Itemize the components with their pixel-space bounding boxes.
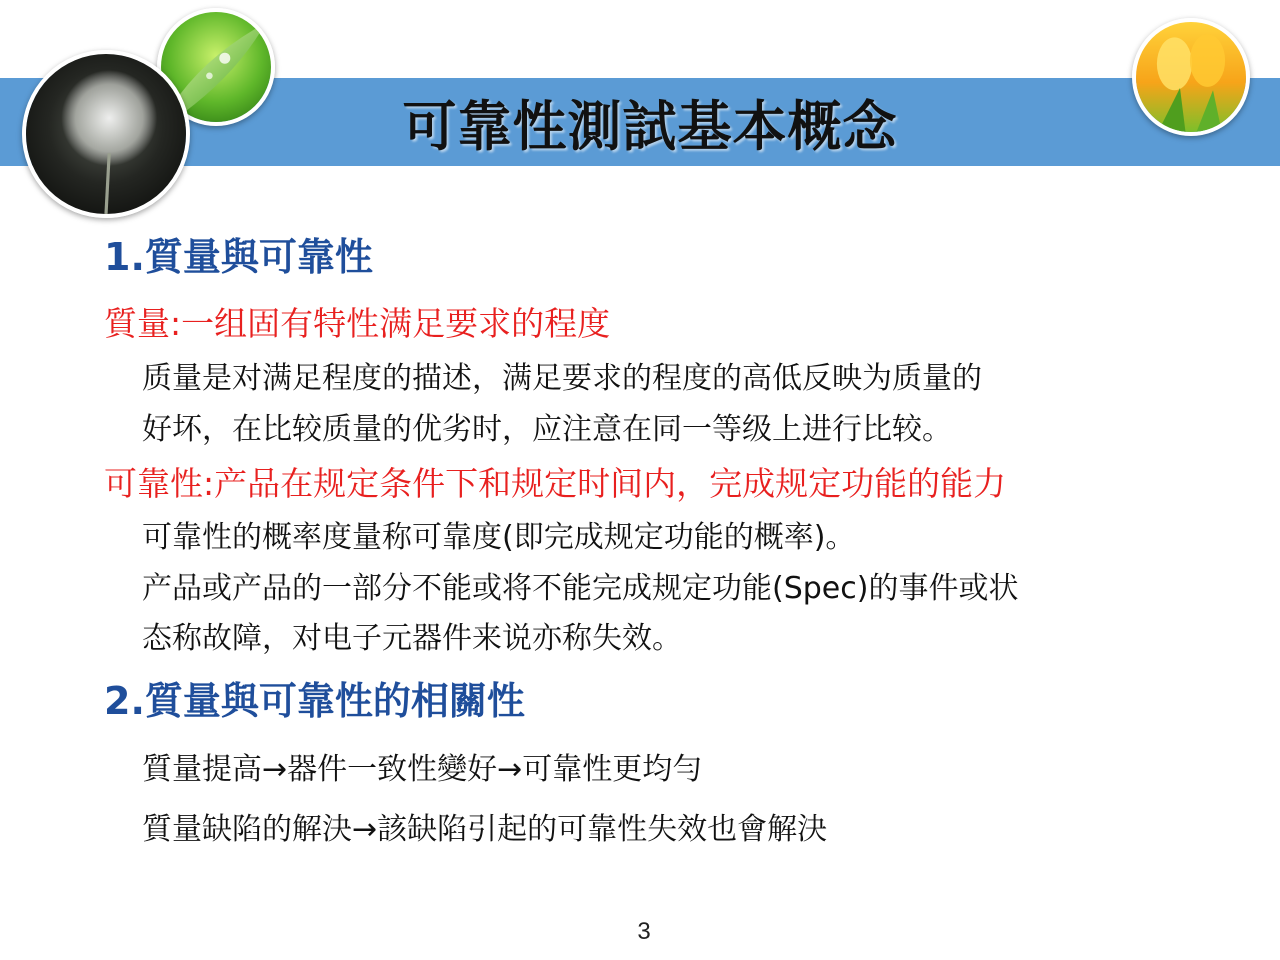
quality-description-line1: 质量是对满足程度的描述，满足要求的程度的高低反映为质量的 — [142, 361, 982, 396]
page-number: 3 — [637, 918, 651, 945]
reliability-definition: 可靠性:产品在规定条件下和规定时间内，完成规定功能的能力 — [104, 464, 1007, 503]
slide-title: 可靠性測試基本概念 — [402, 94, 898, 158]
reliability-description2-line1: 产品或产品的一部分不能或将不能完成规定功能(Spec)的事件或状 — [142, 571, 1019, 606]
reliability-description2-line2: 态称故障，对电子元器件来说亦称失效。 — [142, 621, 682, 656]
correlation-point2: 質量缺陷的解決→該缺陷引起的可靠性失效也會解決 — [142, 812, 828, 847]
quality-definition: 質量:一组固有特性满足要求的程度 — [104, 304, 611, 343]
section2-heading: 2.質量與可靠性的相關性 — [104, 679, 525, 723]
correlation-point1: 質量提高→器件一致性變好→可靠性更均勻 — [142, 752, 703, 787]
reliability-description1: 可靠性的概率度量称可靠度(即完成规定功能的概率)。 — [142, 520, 856, 555]
quality-description-line2: 好坏，在比较质量的优劣时，应注意在同一等级上进行比较。 — [142, 412, 952, 447]
section1-heading: 1.質量與可靠性 — [104, 235, 373, 279]
